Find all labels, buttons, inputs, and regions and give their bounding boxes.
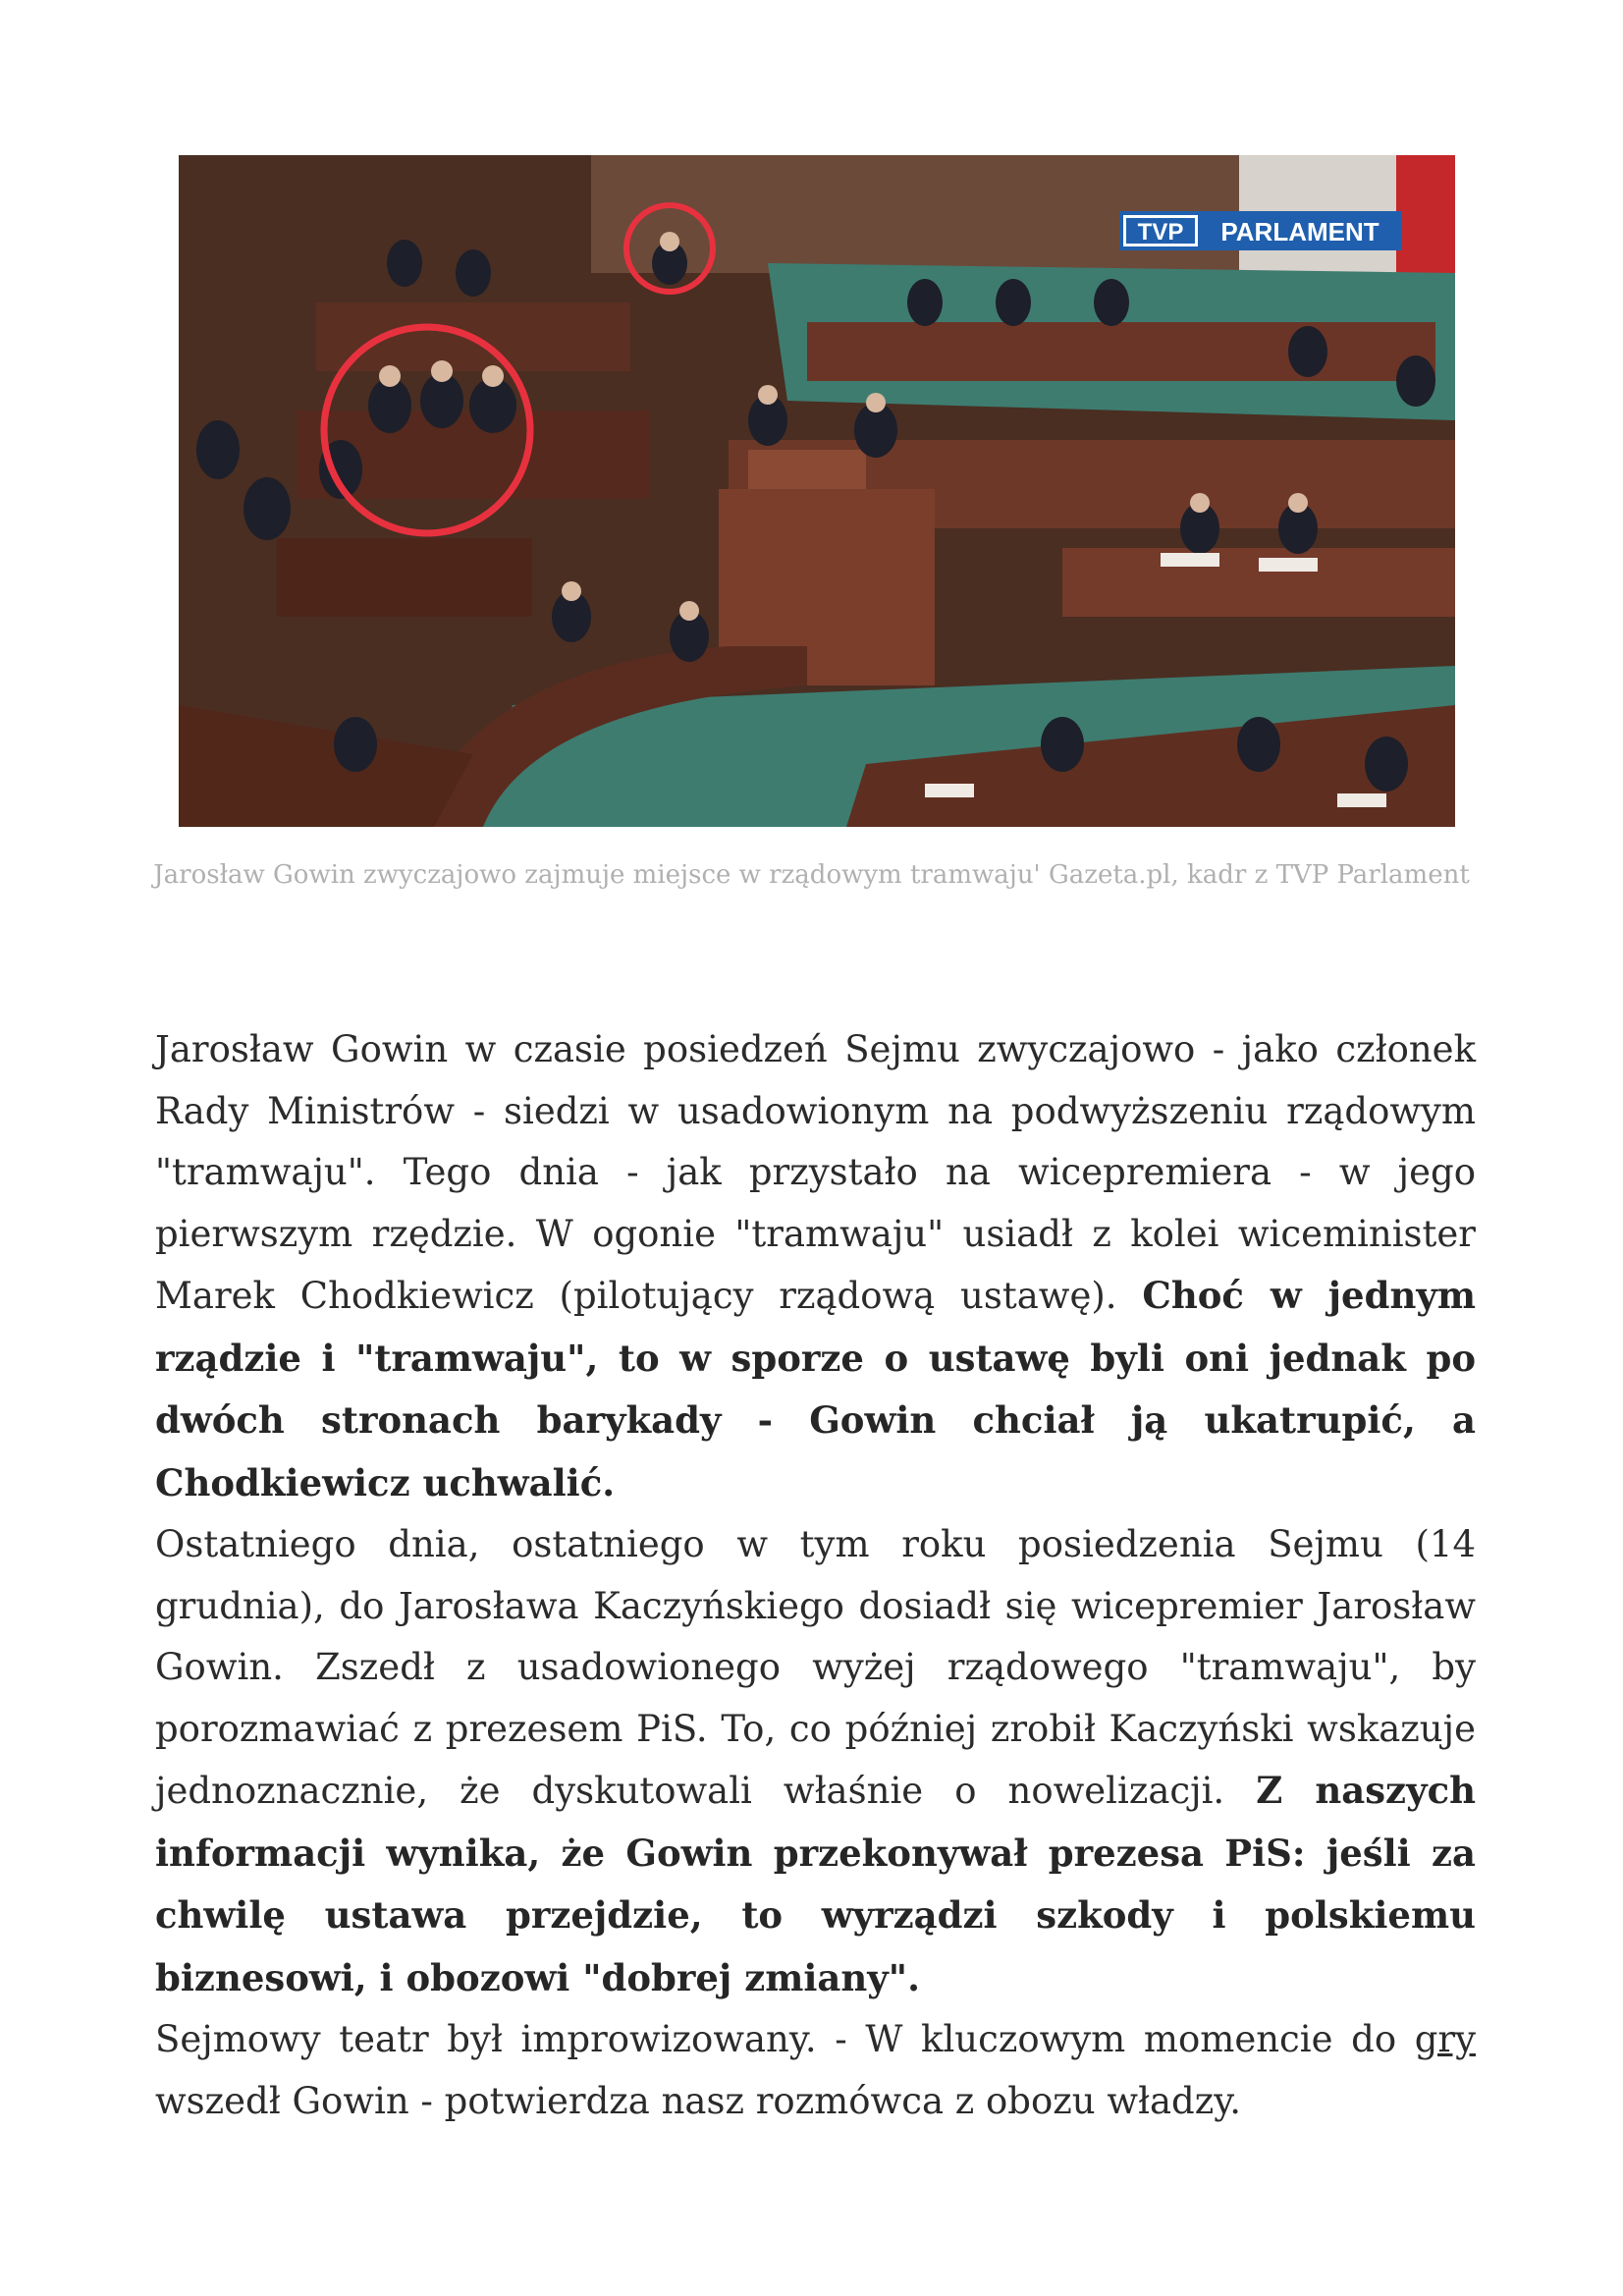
paragraph-3-text-end: wszedł Gowin - potwierdza nasz rozmówca z obozu władzy. [155, 2079, 1241, 2122]
paragraph-2-bold: Z naszych informacji wynika, że Gowin przekonywał prezesa PiS: jeśli za chwilę ustawa przejdzie, to wyrządzi szkody i polskiemu biznesowi, i obozowi "dobrej zmiany". [155, 1769, 1476, 1999]
paragraph-1-bold: Choć w jednym rządzie i "tramwaju", to w sporze o ustawę byli oni jednak po dwóch stronach barykady - Gowin chciał ją ukatrupić, a Chodkiewicz uchwalić. [155, 1274, 1477, 1504]
photo-caption: Jarosław Gowin zwyczajowo zajmuje miejsce w rządowym tramwaju' Gazeta.pl, kadr z TVP Parlament [153, 860, 1470, 890]
gry-link[interactable]: gry [1414, 2018, 1476, 2060]
paragraph-2 [155, 1514, 1476, 2009]
paragraph-3 [155, 2009, 1476, 2132]
tvp-parlament-logo [1119, 211, 1402, 250]
sejm-chamber-image [179, 155, 1455, 827]
tvp-logo-box: TVP [1137, 219, 1184, 246]
paragraph-1 [155, 1019, 1476, 1514]
article-body [155, 1019, 1476, 2132]
sejm-photo [179, 155, 1455, 827]
tvp-logo-text: PARLAMENT [1220, 217, 1380, 246]
paragraph-3-text: Sejmowy teatr był improwizowany. - W kluczowym momencie do [155, 2018, 1397, 2060]
paragraph-2-text: Ostatniego dnia, ostatniego w tym roku posiedzenia Sejmu (14 grudnia), do Jarosława Kaczyńskiego dosiadł się wicepremier Jarosław Gowin. Zszedł z usadowionego wyżej rządowego "tramwaju", by porozmawiać z prezesem PiS. To, co później zrobił Kaczyński wskazuje jednoznacznie, że dyskutowali właśnie o nowelizacji. [155, 1523, 1476, 1812]
paragraph-1-text: Jarosław Gowin w czasie posiedzeń Sejmu zwyczajowo - jako członek Rady Ministrów - siedzi w usadowionym na podwyższeniu rządowym "tramwaju". Tego dnia - jak przystało na wicepremiera - w jego pierwszym rzędzie. W ogonie "tramwaju" usiadł z kolei wiceminister Marek Chodkiewicz (pilotujący rządową ustawę). [155, 1028, 1476, 1317]
